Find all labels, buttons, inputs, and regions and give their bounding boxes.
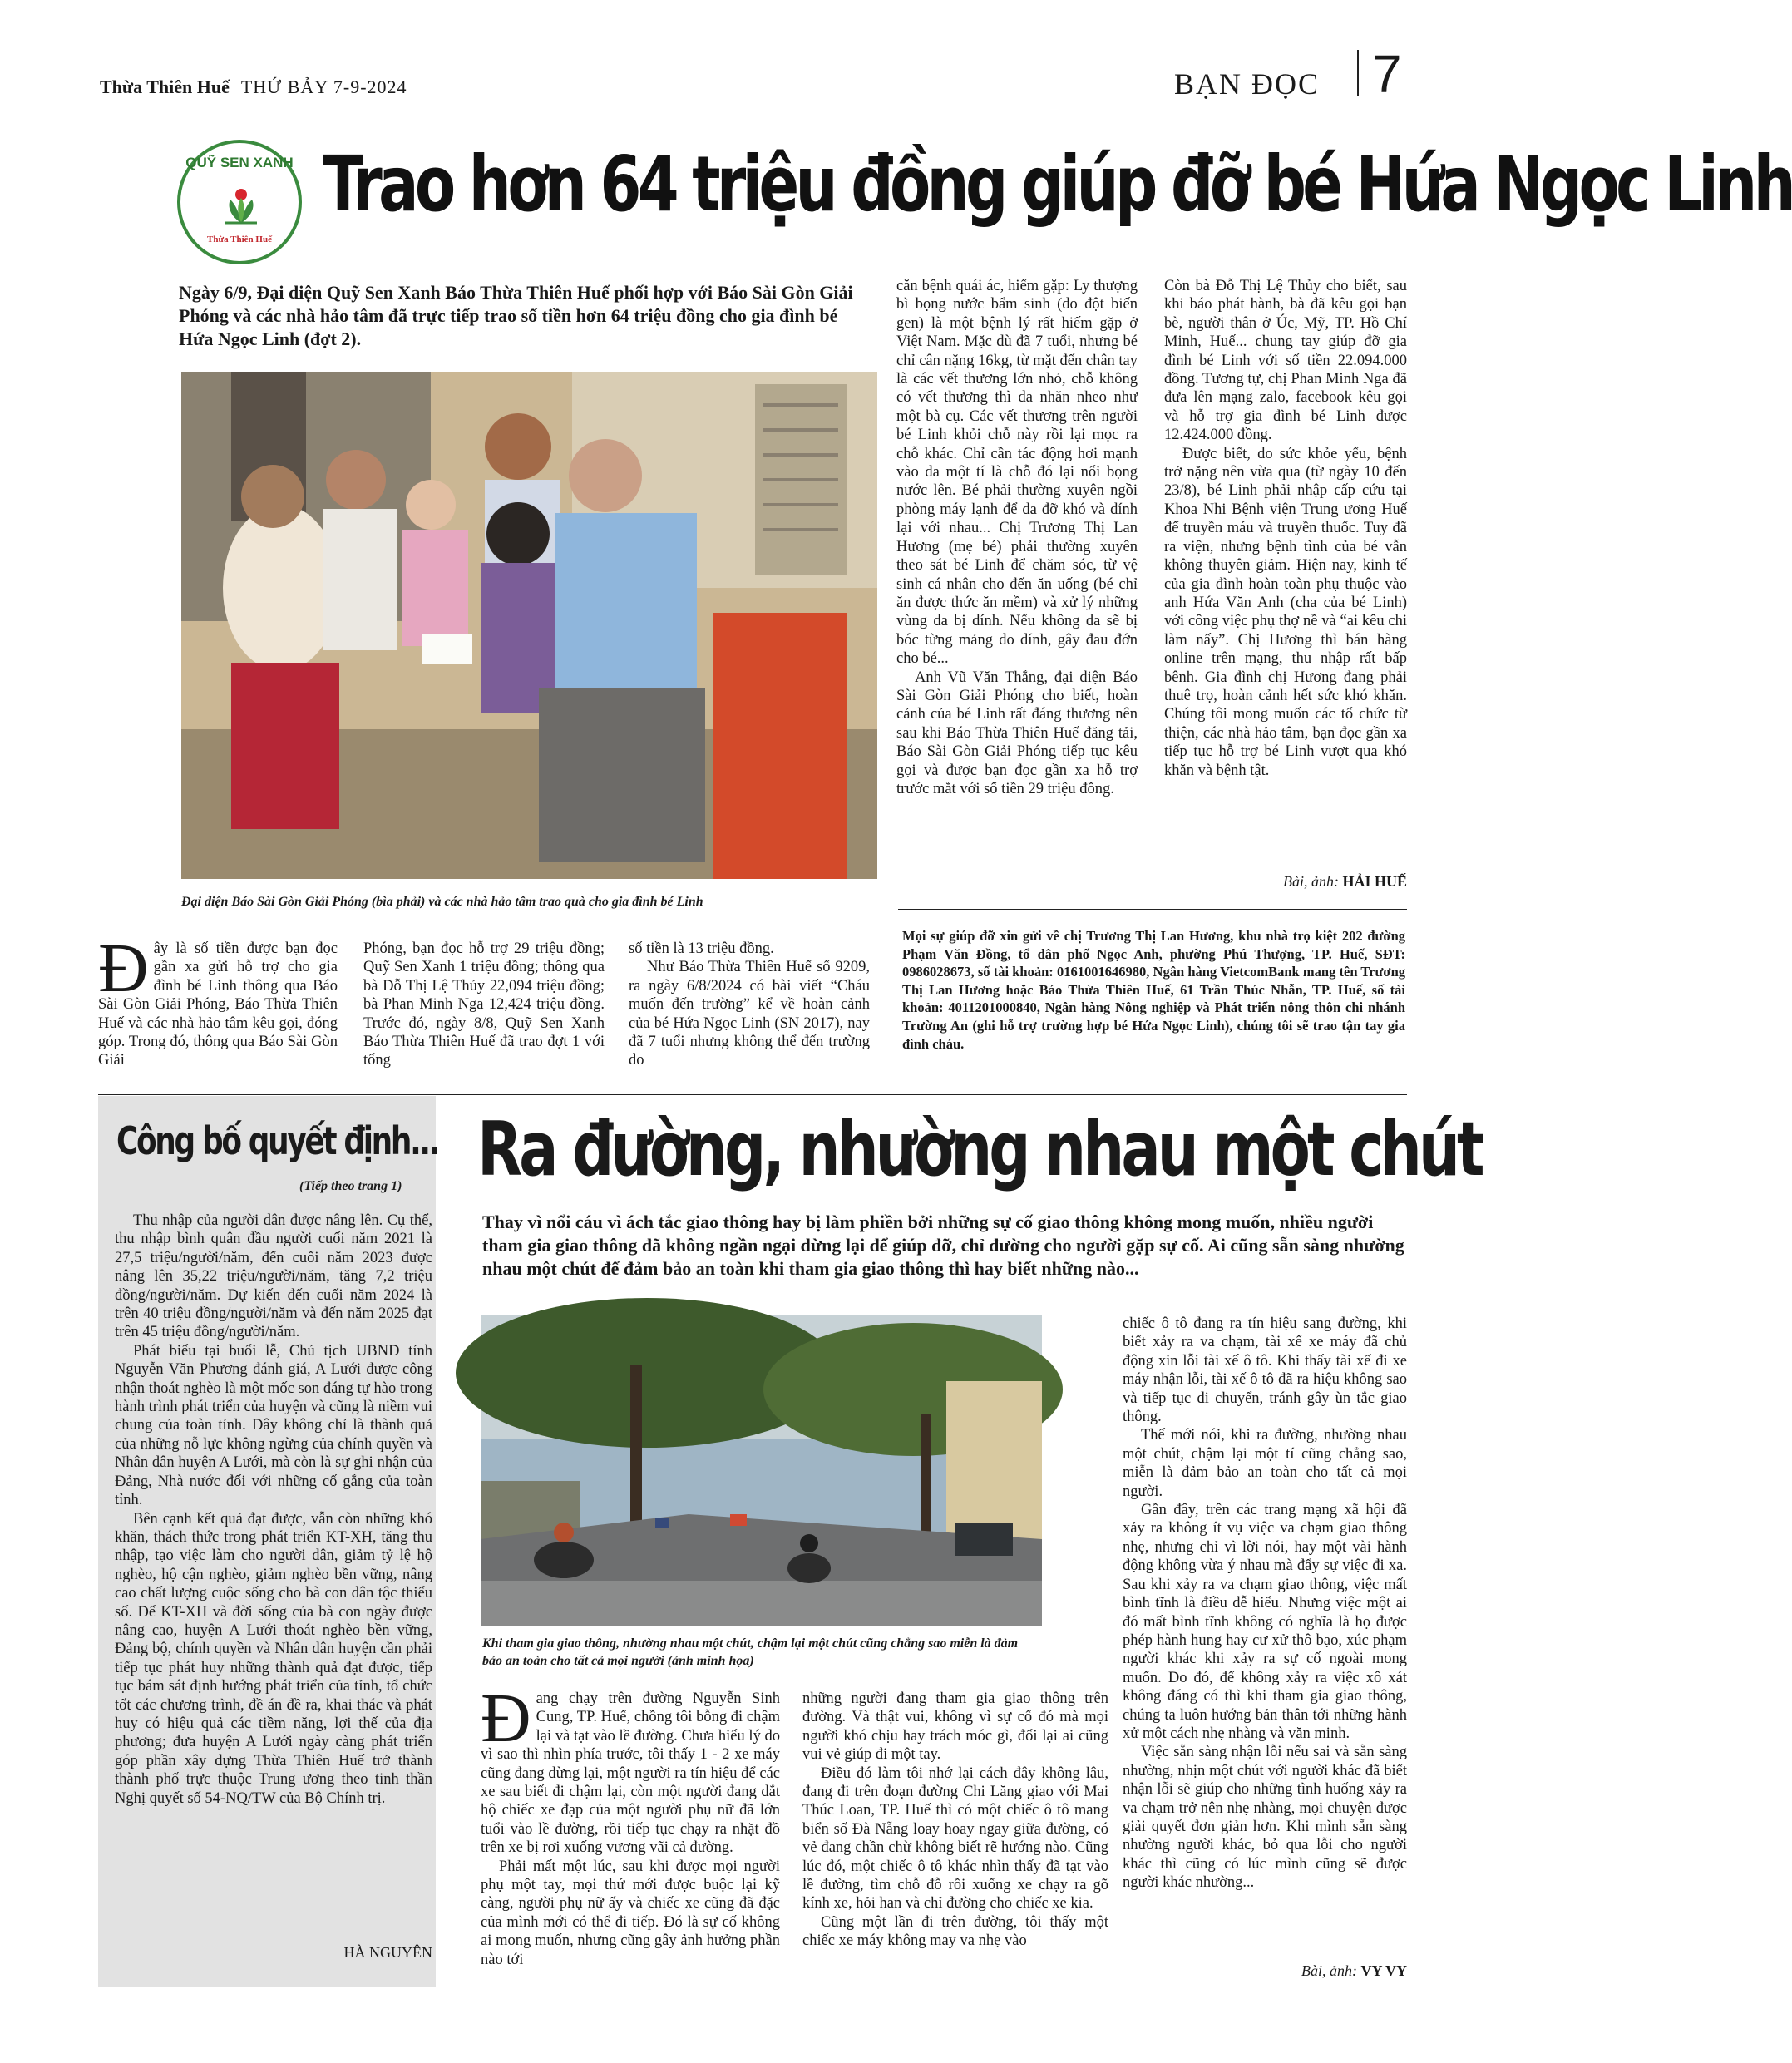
sidebar-p3: Bên cạnh kết quả đạt được, vẫn còn những khó khăn, thách thức trong phát triển KT-XH, tăng thu nhập, tạo việc làm cho người dân, giảm tỷ lệ hộ nghèo, hộ cận nghèo, giảm nghèo bền vững, nâng cao chất lượng cuộc sống cho bà con dân tộc thiểu số. Để KT-XH và đời sống của bà con ngày được nâng cao, huyện A Lưới thoát nghèo bền vững, Đảng bộ, chính quyền và Nhân dân huyện cần phải tiếp tục phát huy những thành quả đạt được, tiếp tục bám sát định hướng phát triển của tỉnh, tổ chức tốt các chương trình, đề án đề ra, khai thác và phát huy có hiệu quả các tiềm năng, lợi thế của địa phương; đưa huyện A Lưới ngày càng phát triển góp phần xây dựng Thừa Thiên Huế trở thành thành phố trực thuộc Trung ương theo tinh thần Nghị quyết số 54-NQ/TW của Bộ Chính trị. (115, 1510, 432, 1807)
donation-note: Mọi sự giúp đỡ xin gửi về chị Trương Thị Lan Hương, khu nhà trọ kiệt 202 đường Phạm Văn Đồng, tổ dân phố Ngọc Anh, phường Phú Thượng, TP. Huế, SĐT: 0986028673, số tài khoản: 0161001646980, Ngân hàng VietcomBank mang tên Trương Thị Lan Hương hoặc Báo Thừa Thiên Huế, 61 Trần Thúc Nhẫn, TP. Huế, số tài khoản: 4011201000840, Ngân hàng Nông nghiệp và Phát triển nông thôn chi nhánh Trường An (ghi hỗ trợ trường hợp bé Hứa Ngọc Linh), chúng tôi sẽ trao tận tay gia đình cháu. (902, 928, 1405, 1052)
article2-caption: Khi tham gia giao thông, nhường nhau một chút, chậm lại một chút cũng chẳng sao miễn là đảm bảo an toàn cho tất cả mọi người (ảnh minh họa) (482, 1636, 1019, 1668)
section-separator (98, 1094, 1407, 1095)
dropcap: Đ (98, 930, 149, 1007)
article1-col3-p1: số tiền là 13 triệu đồng. (629, 940, 774, 957)
article1-col3-p2: Như Báo Thừa Thiên Huế số 9209, ra ngày 6/8/2024 có bài viết “Cháu muốn đến trường” kể về hoàn cảnh của bé Hứa Ngọc Linh (SN 2017), nay đã 7 tuổi nhưng không thể đến trường do (629, 959, 870, 1069)
article2-headline: Ra đường, nhường nhau một chút (477, 1106, 1482, 1193)
article1-byline (1164, 873, 1407, 891)
article1-col5-p1: Còn bà Đỗ Thị Lệ Thủy cho biết, sau khi báo phát hành, bà đã kêu gọi bạn bè, người thân ở Úc, Mỹ, TP. Hồ Chí Minh, Huế... chung tay giúp đỡ gia đình bé Linh với số tiền 22.094.000 đồng. Tương tự, chị Phan Minh Nga đã đưa lên mạng zalo, facebook kêu gọi và hỗ trợ gia đình bé Linh được 12.424.000 đồng. (1164, 278, 1407, 444)
article1-col4-p1: căn bệnh quái ác, hiếm gặp: Ly thượng bì bọng nước bẩm sinh (do đột biến gen) là một bệnh lý rất hiếm gặp ở Việt Nam. Mặc dù đã 7 tuổi, nhưng bé chỉ cân nặng 16kg, từ mặt đến chân tay là các vết thương lớn nhỏ, chỗ không có vết thương thì da nhăn nheo như một bà cụ. Các vết thương trên người bé Linh khỏi chỗ này rồi lại mọc ra chỗ khác. Chỉ cần tác động hơi mạnh vào da một tí là chỗ đó lại nổi bọng nước lên. Bé phải thường xuyên ngồi phòng máy lạnh để da đỡ khó và dính lại với nhau... Chị Trương Thị Lan Hương (mẹ bé) phải thường xuyên theo sát bé Linh để chăm sóc, từ vệ sinh cá nhân cho đến ăn uống (bé chỉ ăn được thức ăn mềm) và xử lý những vùng da bị dính. Nếu không da sẽ bị bóc từng mảng do dính, gây đau đớn cho bé... (896, 278, 1138, 668)
logo-bottom-text: Thừa Thiên Huế (207, 234, 272, 244)
byline-prefix: Bài, ảnh: (1282, 873, 1339, 890)
byline-name: HẢI HUẾ (1342, 873, 1407, 890)
article2-col3-p3: Gần đây, trên các trang mạng xã hội đã xảy ra không ít vụ việc va chạm giao thông nhẹ, nhưng chỉ vì lời nói, hay một vài hành động không vừa ý nhau mà đẩy sự việc đi xa. Sau khi xảy ra va chạm giao thông, việc mất bình tĩnh là điều dễ hiểu. Nhưng việc một ai đó mất bình tĩnh không có nghĩa là họ được phép hành hung hay cư xử thô bạo, xúc phạm người khác khi xảy ra sự cố ngoài mong muốn. Do đó, để không xảy ra việc xô xát không đáng có thì khi tham gia giao thông, chúng ta luôn hướng bản thân tới những hành xử một cách nhẹ nhàng và văn minh. (1123, 1502, 1407, 1742)
dropcap: Đ (481, 1680, 531, 1757)
sidebar-p1: Thu nhập của người dân được nâng lên. Cụ thể, thu nhập bình quân đầu người cuối năm 2021 là 27,5 triệu/người/năm, đến cuối năm 2023 được nâng lên 35,22 triệu/người/năm, tăng 7,2 triệu đồng/người/năm. Dự kiến đến cuối năm 2024 là trên 40 triệu đồng/người/năm và đến năm 2025 đạt trên 45 triệu đồng/người/năm. (115, 1212, 432, 1341)
article1-col2-text: Phóng, bạn đọc hỗ trợ 29 triệu đồng; Quỹ Sen Xanh 1 triệu đồng; thông qua bà Đỗ Thị Lệ Thủy 22,094 triệu đồng; bà Phan Minh Nga 12,424 triệu đồng. Trước đó, ngày 8/8, Quỹ Sen Xanh Báo Thừa Thiên Huế đã trao đợt 1 với tổng (363, 940, 605, 1069)
sidebar-byline: HÀ NGUYÊN (343, 1944, 432, 1961)
article1-caption: Đại diện Báo Sài Gòn Giải Phóng (bìa phải) và các nhà hảo tâm trao quà cho gia đình bé Linh (181, 895, 703, 909)
masthead (100, 76, 407, 98)
article2-col3-p2: Thế mới nói, khi ra đường, nhường nhau một chút, chậm lại một tí cũng chẳng sao, miễn là đảm bảo an toàn cho tất cả mọi người. (1123, 1427, 1407, 1500)
article2-photo (481, 1315, 1042, 1626)
article2-col3-p4: Việc sẵn sàng nhận lỗi nếu sai và sẵn sàng nhường, nhịn một chút với người khác đã biết nhận lỗi sẽ giúp cho những tình huống xảy ra va chạm trở nên nhẹ nhàng, mọi chuyện được giải quyết đơn giản hơn. Khi mình sẵn sàng nhường người khác, bỏ qua lỗi cho người khác thì cũng có lúc mình cũng sẽ được người khác nhường... (1123, 1744, 1407, 1892)
byline-prefix: Bài, ảnh: (1301, 1962, 1357, 1979)
section-title: BẠN ĐỌC (1173, 67, 1320, 101)
page-number: 7 (1372, 44, 1402, 104)
sidebar-body (115, 1212, 432, 1808)
sidebar-headline: Công bố quyết định... (116, 1118, 438, 1163)
logo-top-text: QUỸ SEN XANH (185, 155, 294, 170)
article1-col5 (1164, 277, 1407, 780)
article1-lead: Ngày 6/9, Đại diện Quỹ Sen Xanh Báo Thừa Thiên Huế phối hợp với Báo Sài Gòn Giải Phóng và các nhà hảo tâm đã trực tiếp trao số tiền hơn 64 triệu đồng cho gia đình bé Hứa Ngọc Linh (đợt 2). (179, 282, 853, 349)
article2-col1-p2: Phải mất một lúc, sau khi được mọi người phụ một tay, mọi thứ mới được buộc lại kỹ càng, người phụ nữ ấy và chiếc xe cũng đã đặc của mình mới có thể đi tiếp. Đó là sự cố không ai mong muốn, nhưng cũng gây ảnh hưởng phần nào tới (481, 1858, 780, 1968)
article1-col2 (363, 940, 605, 1070)
article1-col3 (629, 940, 870, 1070)
article2-col2-p2: Điều đó làm tôi nhớ lại cách đây không lâu, đang đi trên đoạn đường Chi Lăng giao với Mai Thúc Loan, TP. Huế thì có một chiếc ô tô mang biển số Đà Nẵng loay hoay ngay giữa đường, có vẻ đang chần chừ không biết rẽ hướng nào. Cũng lúc đó, một chiếc ô tô khác nhìn thấy đã tạt vào lề đường, tìm chỗ đỗ rồi xuống xe chạy ra gõ kính xe, hỏi han và chỉ đường cho chiếc xe kia. (802, 1764, 1108, 1912)
sidebar-p2: Phát biểu tại buổi lễ, Chủ tịch UBND tỉnh Nguyễn Văn Phương đánh giá, A Lưới được công nhận thoát nghèo là một mốc son đáng tự hào trong hành trình phát triển của huyện và cũng là niềm vui chung của toàn tỉnh. Đây không chỉ là thành quả của những nỗ lực không ngừng của chính quyền và Nhân dân huyện A Lưới, mà còn là sự ghi nhận của Đảng, Nhà nước đối với những cố gắng của toàn tỉnh. (115, 1342, 432, 1509)
article1-headline: Trao hơn 64 triệu đồng giúp đỡ bé Hứa Ngọc Linh (323, 140, 1792, 229)
sidebar-continued: (Tiếp theo trang 1) (299, 1179, 402, 1193)
article2-col1-p1: ang chạy trên đường Nguyễn Sinh Cung, TP. Huế, chồng tôi bỗng đi chậm lại và tạt vào lề đường. Chưa hiểu lý do vì sao thì nhìn phía trước, tôi thấy 1 - 2 xe máy cũng đang dừng lại, một người ra tín hiệu để các xe sau biết đi chậm lại, còn một người đang dắt hộ chiếc xe đạp của một người phụ nữ đã lớn tuổi vào lề đường, rồi tiếp tục chạy ra nhặt đồ trên xe bị rơi xuống vương vãi cả đường. (481, 1690, 780, 1857)
article1-photo (181, 372, 877, 879)
article1-col4 (896, 277, 1138, 798)
article2-col2-p1: những người đang tham gia giao thông trên đường. Và thật vui, không vì sự cố đó mà mọi người khó chịu hay trách móc gì, đổi lại ai cũng vui vẻ giúp đi một tay. (802, 1690, 1108, 1764)
sen-xanh-logo (177, 140, 302, 264)
article2-col2-p3: Cũng một lần đi trên đường, tôi thấy một chiếc xe máy không may va nhẹ vào (802, 1913, 1108, 1950)
article1-col1-text: ây là số tiền được bạn đọc gần xa gửi hỗ trợ cho gia đình bé Linh thông qua Báo Sài Gòn Giải Phóng, Báo Thừa Thiên Huế và các nhà hảo tâm kêu gọi, đóng góp. Trong đó, thông qua Báo Sài Gòn Giải (98, 940, 338, 1069)
byline-name: VY VY (1360, 1962, 1407, 1979)
paper-name: Thừa Thiên Huế (100, 76, 230, 97)
article1-col5-p2: Được biết, do sức khỏe yếu, bệnh trở nặng nên vừa qua (từ ngày 10 đến 23/8), bé Linh phải nhập cấp cứu tại Khoa Nhi Bệnh viện Trung ương Huế để truyền máu và truyền thuốc. Tuy đã ra viện, nhưng bệnh tình của bé vẫn không thuyên giảm. Hiện nay, kinh tế của gia đình hoàn toàn phụ thuộc vào anh Hứa Văn Anh (cha của bé Linh) với công việc phụ thợ nề và “ai kêu chi làm nấy”. Chị Hương thì bán hàng online trên mạng, thu nhập rất bấp bênh. Gia đình chị Hương đang phải thuê trọ, hoàn cảnh hết sức khó khăn. Chúng tôi mong muốn các tổ chức từ thiện, các nhà hảo tâm, bạn đọc gần xa tiếp tục hỗ trợ bé Linh vượt qua khó khăn và bệnh tật. (1164, 445, 1407, 779)
article1-col4-p2: Anh Vũ Văn Thắng, đại diện Báo Sài Gòn Giải Phóng cho biết, hoàn cảnh của bé Linh rất đáng thương nên sau khi Báo Thừa Thiên Huế đăng tải, Báo Sài Gòn Giải Phóng tiếp tục kêu gọi và được bạn đọc gần xa hỗ trợ trước mắt với số tiền 29 triệu đồng. (896, 669, 1138, 797)
donation-top-rule (898, 909, 1407, 910)
article2-col2 (802, 1690, 1108, 1951)
page-divider (1357, 50, 1359, 96)
lotus-icon (220, 186, 262, 226)
article2-byline (1123, 1962, 1407, 1980)
article2-col3-p1: chiếc ô tô đang ra tín hiệu sang đường, khi biết xảy ra va chạm, tài xế xe máy đã chủ động xin lỗi tài xế ô tô. Khi thấy tài xế đi xe máy nhận lỗi, tài xế ô tô đã ra hiệu không sao và tiếp tục di chuyển, tránh gây ùn tắc giao thông. (1123, 1315, 1407, 1426)
article2-lead: Thay vì nổi cáu vì ách tắc giao thông hay bị làm phiền bởi những sự cố giao thông không mong muốn, nhiều người tham gia giao thông đã không ngần ngại dừng lại để giúp đỡ, chỉ đường cho người gặp sự cố. Ai cũng sẵn sàng nhường nhau một chút để đảm bảo an toàn khi tham gia giao thông thì hay biết những nào... (482, 1212, 1404, 1279)
article2-col3 (1123, 1315, 1407, 1893)
article1-col1 (98, 930, 338, 1070)
issue-date: THỨ BẢY 7-9-2024 (240, 76, 407, 97)
article2-col1 (481, 1680, 780, 1969)
